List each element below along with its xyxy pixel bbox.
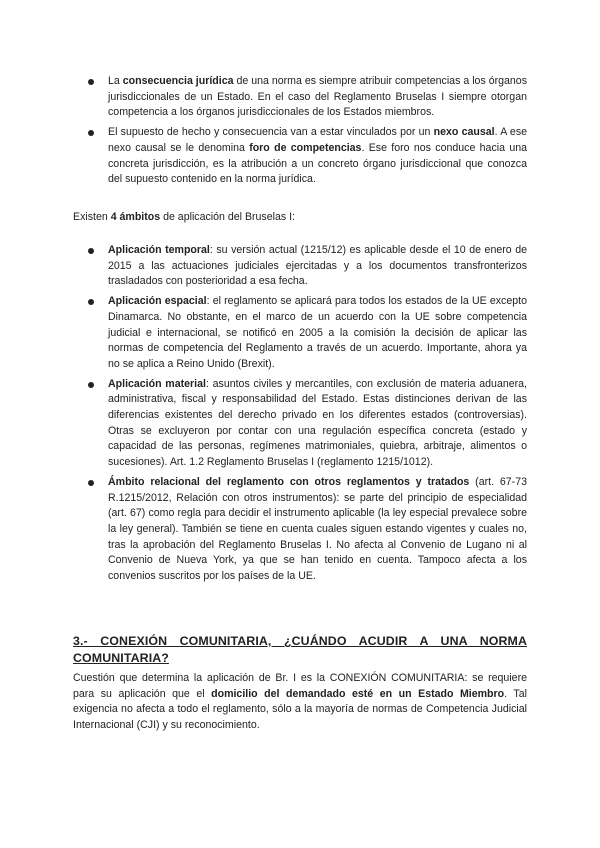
bullet-list-jurisdiction: [86, 74, 527, 192]
bold-term: nexo causal: [433, 126, 495, 139]
list-item: [86, 243, 527, 290]
bullet-list-scopes: [86, 243, 527, 589]
text-run: . A ese nexo causal se le denomina: [108, 126, 528, 154]
bullet-icon: [88, 480, 94, 486]
section-heading: 3.- CONEXIÓN COMUNITARIA, ¿CUÁNDO ACUDIR A UNA NORMA COMUNITARIA?: [73, 634, 527, 665]
bold-term: foro de competencias: [249, 141, 362, 154]
text-run: (art. 67-73 R.1215/2012, Relación con otros instrumentos): se parte del principio de especialidad (art. 67) como regla para decidir el instrumento aplicable (la ley especial prevalece sobre la ley general). También se tiene en cuenta cuales siguen estando vigentes y cuales no, tras la aprobación del Reglamento Bruselas I. No afecta al Convenio de Lugano ni al Convenio de Nueva York, ya que se han tenido en cuenta. Tampoco afecta a los convenios suscritos por los países de la UE.: [108, 475, 527, 583]
bold-term: Aplicación espacial: [108, 295, 207, 308]
text-run: de una norma es siempre atribuir competencias a los órganos jurisdiccionales de un Estado. En el caso del Reglamento Bruselas I siempre otorgan competencia a los órganos jurisdiccionales de los Estados miembros.: [108, 75, 527, 119]
list-item: [86, 294, 527, 373]
bold-term: consecuencia jurídica: [122, 75, 234, 87]
bullet-icon: [88, 248, 94, 254]
bullet-icon: [88, 382, 94, 388]
text-run: de aplicación del Bruselas I:: [160, 211, 295, 223]
text-run: : su versión actual (1215/12) es aplicable desde el 10 de enero de 2015 a las actuaciones judiciales ejercitadas y a los documentos transfronterizos trasladados con posterioridad a esa fecha.: [108, 244, 527, 288]
bold-term: domicilio del demandado esté en un Estado Miembro: [211, 687, 505, 700]
bullet-icon: [88, 299, 94, 305]
text-run: Cuestión que determina la aplicación de Br. I es la CONEXIÓN COMUNITARIA: se requiere para su aplicación que el: [73, 672, 527, 700]
bold-term: Ámbito relacional del reglamento con otros reglamentos y tratados: [108, 475, 470, 488]
list-item: [86, 74, 527, 121]
text-run: Existen: [73, 211, 111, 223]
section-paragraph: [73, 671, 527, 734]
intro-paragraph: [73, 210, 527, 226]
text-run: La: [108, 75, 123, 87]
list-item: [86, 377, 527, 471]
bullet-icon: [88, 79, 94, 85]
bold-term: Aplicación material: [108, 377, 206, 390]
text-run: . Tal exigencia no afecta a todo el reglamento, sólo a la mayoría de normas de Competencia Judicial Internacional (CJI) y su reconocimiento.: [73, 687, 527, 732]
text-run: : el reglamento se aplicará para todos los estados de la UE excepto Dinamarca. No obstante, en el marco de un acuerdo con la UE sobre competencia judicial e internacional, se notificó en 2005 a la comisión la decisión de aplicar las normas de competencia del Reglamento a través de un acuerdo. Importante, ahora ya no se aplica a Reino Unido (Brexit).: [108, 295, 527, 370]
text-run: . Ese foro nos conduce hacia una concreta jurisdicción, es la atribución a un concreto órgano jurisdiccional que conozca del supuesto contenido en la norma jurídica.: [108, 141, 527, 186]
bullet-icon: [88, 130, 94, 136]
list-item: [86, 475, 527, 585]
bold-term: 4 ámbitos: [110, 211, 161, 223]
text-run: El supuesto de hecho y consecuencia van a estar vinculados por un: [108, 126, 434, 139]
bold-term: Aplicación temporal: [108, 244, 210, 256]
list-item: [86, 125, 527, 188]
text-run: : asuntos civiles y mercantiles, con exclusión de materia aduanera, administrativa, fiscal y responsabilidad del Estado. Estas distinciones derivan de las diferencias existentes del derecho privado en los diferentes estados (controversias). Otras se excluyeron por contar con una regulación específica concreta (estado y capacidad de las personas, regímenes matrimoniales, quiebra, arbitraje, alimentos o sucesiones). Art. 1.2 Reglamento Bruselas I (reglamento 1215/1012).: [108, 377, 527, 469]
